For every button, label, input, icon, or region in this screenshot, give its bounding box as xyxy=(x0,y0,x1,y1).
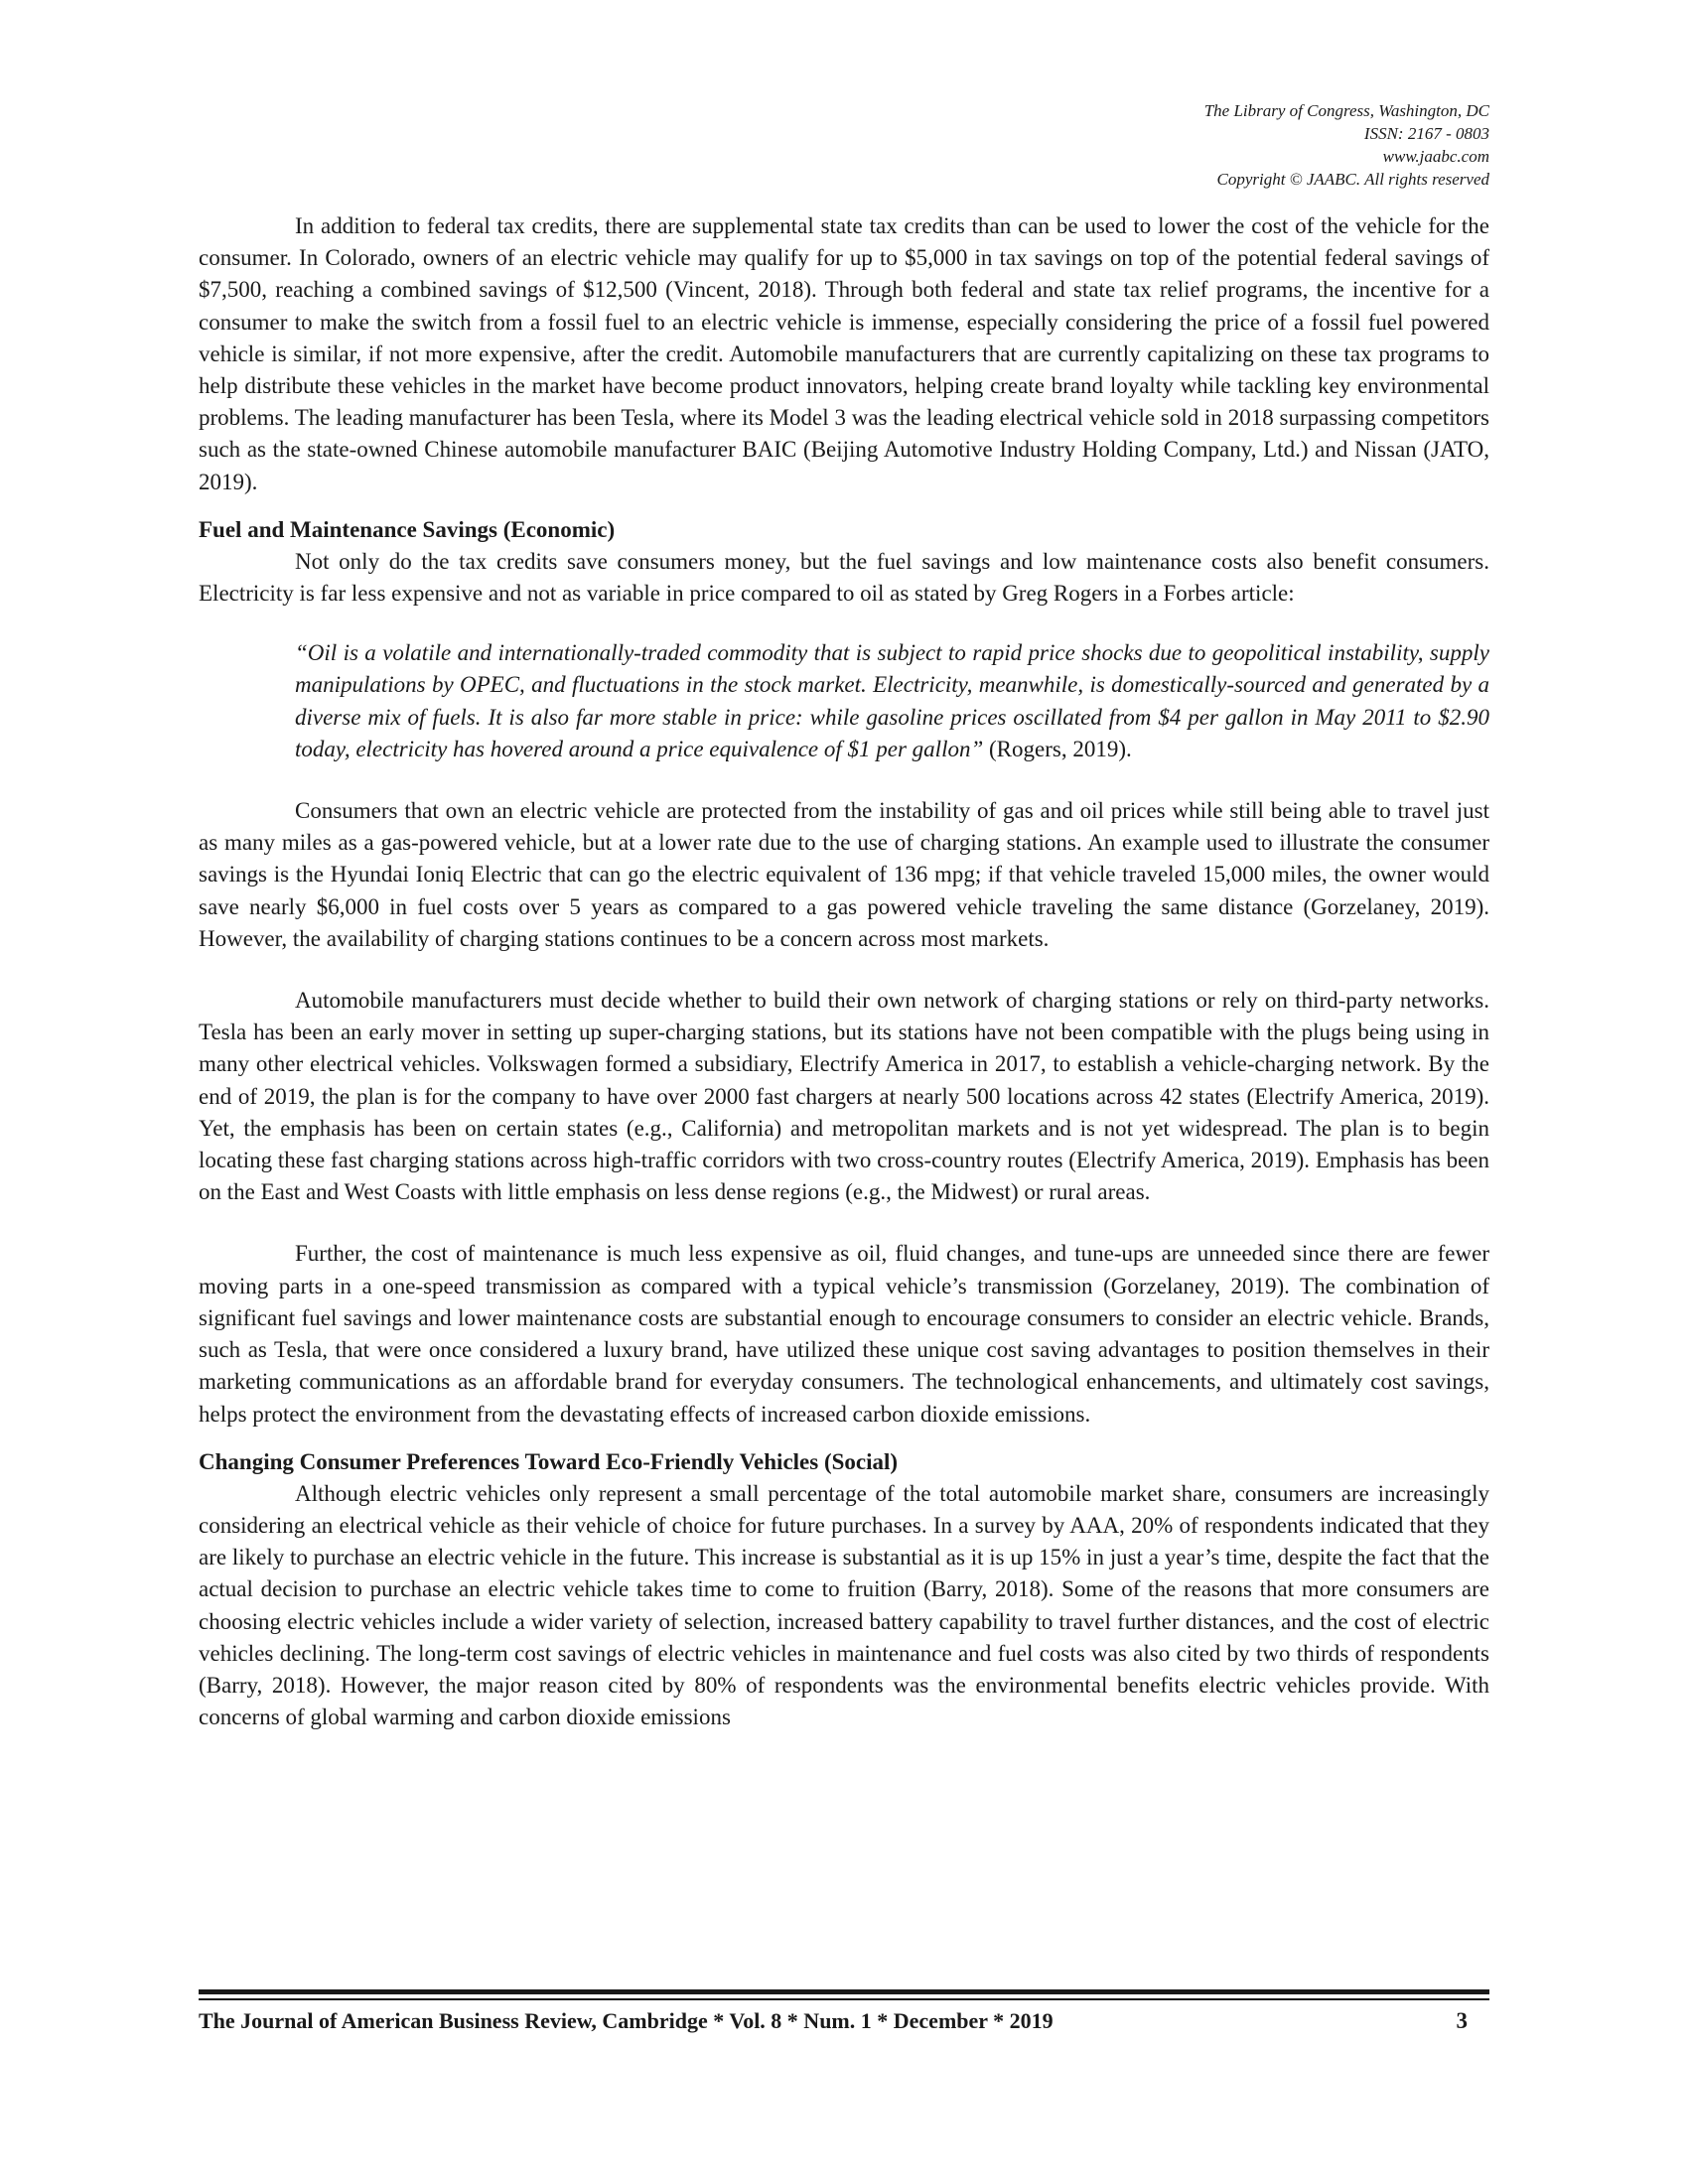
header-library-line: The Library of Congress, Washington, DC xyxy=(1203,101,1489,120)
article-body xyxy=(199,210,1489,1733)
paragraph-charging-networks: Automobile manufacturers must decide whether to build their own network of charging stations or rely on third-party networks. Tesla has been an early mover in setting up super-charging stations, but its stations have not been compatible with the plugs being using in many other electrical vehicles. Volkswagen formed a subsidiary, Electrify America in 2017, to establish a vehicle-charging network. By the end of 2019, the plan is for the company to have over 2000 fast chargers at nearly 500 locations across 42 states (Electrify America, 2019). Yet, the emphasis has been on certain states (e.g., California) and metropolitan markets and is not yet widespread. The plan is to begin locating these fast charging stations across high-traffic corridors with two cross-country routes (Electrify America, 2019). Emphasis has been on the East and West Coasts with little emphasis on less dense regions (e.g., the Midwest) or rural areas. xyxy=(199,988,1489,1205)
section-heading-consumer-preferences: Changing Consumer Preferences Toward Eco-Friendly Vehicles (Social) xyxy=(199,1448,899,1474)
header-website-line: www.jaabc.com xyxy=(1382,147,1489,166)
page-number: 3 xyxy=(1456,2008,1468,2033)
quote-text: “Oil is a volatile and internationally-traded commodity that is subject to rapid price shocks due to geopolitical instability, supply manipulations by OPEC, and fluctuations in the stock market. Electricity, meanwhile, is domestically-sourced and generated by a diverse mix of fuels. It is also far more stable in price: while gasoline prices oscillated from $4 per gallon in May 2011 to $2.90 today, electricity has hovered around a price equivalence of $1 per gallon” xyxy=(295,640,1489,761)
quote-citation: (Rogers, 2019). xyxy=(989,736,1132,761)
paragraph-maintenance-costs: Further, the cost of maintenance is much less expensive as oil, fluid changes, and tune-ups are unneeded since there are fewer moving parts in a one-speed transmission as compared with a typical vehicle’s transmission (Gorzelaney, 2019). The combination of significant fuel savings and lower maintenance costs are substantial enough to encourage consumers to consider an electric vehicle. Brands, such as Tesla, that were once considered a luxury brand, have utilized these unique cost saving advantages to position themselves in their marketing communications as an affordable brand for everyday consumers. The technological enhancements, and ultimately cost savings, helps protect the environment from the devastating effects of increased carbon dioxide emissions. xyxy=(199,1241,1489,1427)
footer-rule-thin xyxy=(199,1998,1489,2000)
block-quote-rogers xyxy=(295,637,1489,765)
header-copyright-line: Copyright © JAABC. All rights reserved xyxy=(1216,170,1489,189)
paragraph-tax-credits: In addition to federal tax credits, there are supplemental state tax credits than can be used to lower the cost of the vehicle for the consumer. In Colorado, owners of an electric vehicle may qualify for up to $5,000 in tax savings on top of the potential federal savings of $7,500, reaching a combined savings of $12,500 (Vincent, 2018). Through both federal and state tax relief programs, the incentive for a consumer to make the switch from a fossil fuel to an electric vehicle is immense, especially considering the price of a fossil fuel powered vehicle is similar, if not more expensive, after the credit. Automobile manufacturers that are currently capitalizing on these tax programs to help distribute these vehicles in the market have become product innovators, helping create brand loyalty while tackling key environmental problems. The leading manufacturer has been Tesla, where its Model 3 was the leading electrical vehicle sold in 2018 surpassing competitors such as the state-owned Chinese automobile manufacturer BAIC (Beijing Automotive Industry Holding Company, Ltd.) and Nissan (JATO, 2019). xyxy=(199,213,1489,494)
section-heading-fuel-maintenance: Fuel and Maintenance Savings (Economic) xyxy=(199,516,616,542)
paragraph-fuel-savings: Not only do the tax credits save consumers money, but the fuel savings and low maintenance costs also benefit consumers. Electricity is far less expensive and not as variable in price compared to oil as stated by Greg Rogers in a Forbes article: xyxy=(199,548,1489,607)
paragraph-consumer-survey: Although electric vehicles only represent a small percentage of the total automobile market share, consumers are increasingly considering an electrical vehicle as their vehicle of choice for future purchases. In a survey by AAA, 20% of respondents indicated that they are likely to purchase an electric vehicle in the future. This increase is substantial as it is up 15% in just a year’s time, despite the fact that the actual decision to purchase an electric vehicle takes time to come to fruition (Barry, 2018). Some of the reasons that more consumers are choosing electric vehicles include a wider variety of selection, increased battery capability to travel further distances, and the cost of electric vehicles declining. The long-term cost savings of electric vehicles in maintenance and fuel costs was also cited by two thirds of respondents (Barry, 2018). However, the major reason cited by 80% of respondents was the environmental benefits electric vehicles provide. With concerns of global warming and carbon dioxide emissions xyxy=(199,1480,1489,1730)
header-issn-line: ISSN: 2167 - 0803 xyxy=(1363,124,1489,143)
paragraph-consumer-protection: Consumers that own an electric vehicle are protected from the instability of gas and oil prices while still being able to travel just as many miles as a gas-powered vehicle, but at a lower rate due to the use of charging stations. An example used to illustrate the consumer savings is the Hyundai Ioniq Electric that can go the electric equivalent of 136 mpg; if that vehicle traveled 15,000 miles, the owner would save nearly $6,000 in fuel costs over 5 years as compared to a gas powered vehicle traveling the same distance (Gorzelaney, 2019). However, the availability of charging stations continues to be a concern across most markets. xyxy=(199,798,1489,951)
footer-journal-citation: The Journal of American Business Review, Cambridge * Vol. 8 * Num. 1 * December * 2019 xyxy=(199,2008,1054,2033)
footer-rule-thick xyxy=(199,1989,1489,1994)
running-header xyxy=(1204,99,1489,191)
